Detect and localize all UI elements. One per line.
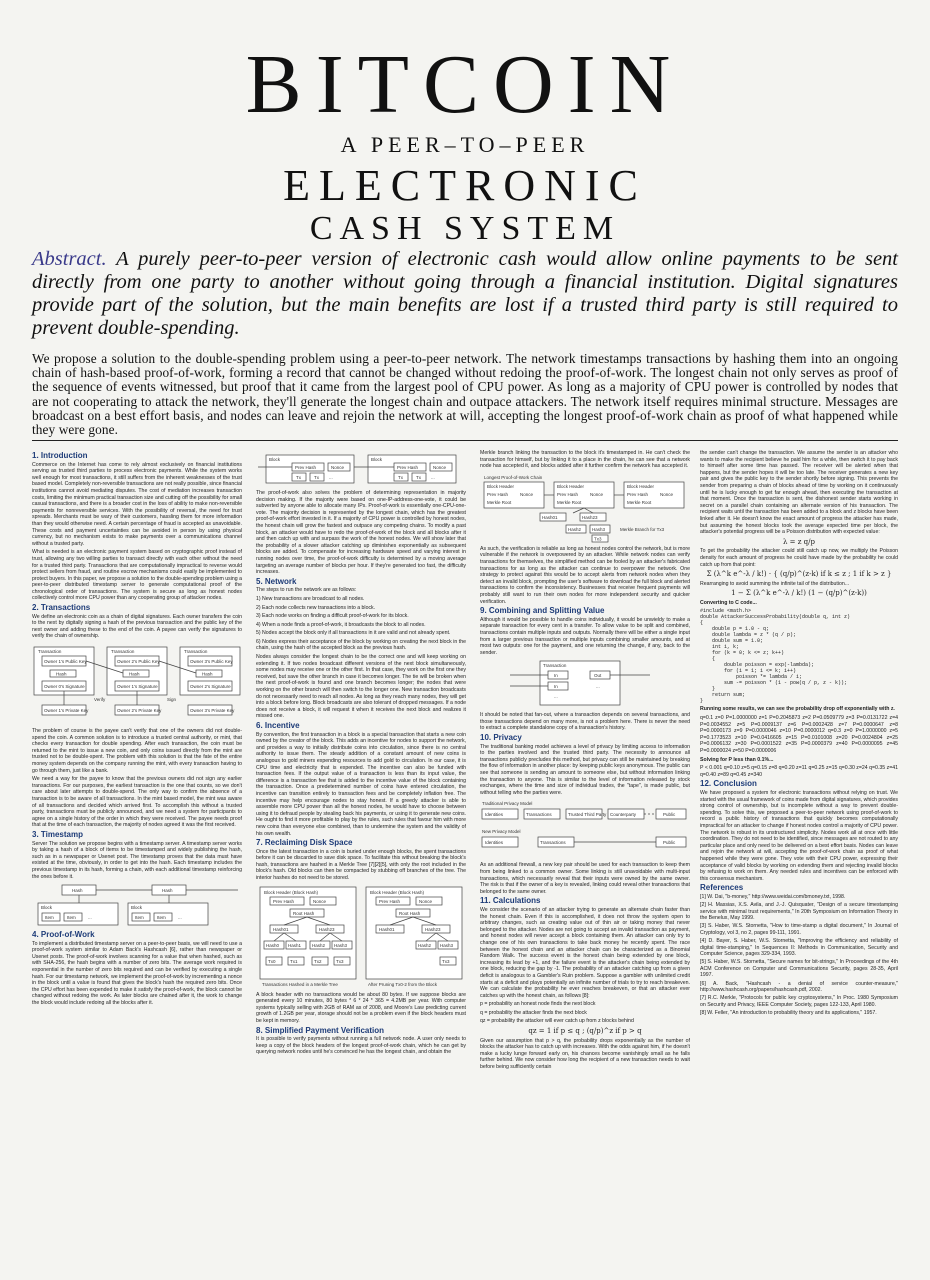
code-block: #include <math.h> double AttackerSuccessProbability(double q, int z) { double p = 1.0 - q; double lambda = z * (q / p); double sum = 1.0; int i, k; for (k = 0; k <= z; k++) { double poisson = exp(-lambda); for (i = 1; i <= k; i++) poisson *= lambda / i; sum -= poisson * (1 - pow(q / p, z - k)); } return sum; } [700, 608, 851, 705]
diagram-label: Prev Hash [295, 465, 317, 470]
paragraph: Once the latest transaction in a coin is buried under enough blocks, the spent transactions before it can be discarded to save disk space. To facilitate this without breaking the block's hash, transactions are hashed in a Merkle Tree [7][2][5], with only the root included in the block's hash. Old blocks can then be compacted by stubbing off branches of the tree. The interior hashes do not need to be stored. [256, 848, 466, 882]
divider [32, 440, 898, 441]
diagram-label: Hash3 [440, 942, 454, 948]
list-item: 4) When a node finds a proof-of-work, it broadcasts the block to all nodes. [256, 621, 426, 628]
diagram-label: ... [178, 915, 182, 921]
diagram-label: ... [554, 694, 558, 700]
diagram-label: Tx0 [268, 958, 276, 964]
reference-item: [6] A. Back, "Hashcash - a denial of service counter-measure," http://www.hashcash.org/papers/hashcash.pdf, 2002. [700, 980, 898, 994]
diagram-label: Prev Hash [557, 491, 579, 497]
diagram-label: Prev Hash [627, 491, 649, 497]
diagram-label: Sign [167, 697, 177, 703]
diagram-label: New Privacy Model [482, 829, 521, 835]
diagram-caption: After Pruning Tx0-2 from the Block [368, 981, 437, 987]
diagram-label: Block Header [557, 483, 585, 489]
abstract-text: A purely peer-to-peer version of electronic cash would allow online payments to be sent directly from one party to another without going through a financial institution. Digital signatures provide part of the solution, but the main benefits are lost if a trusted third party is still required to prevent double-spending. [32, 248, 898, 339]
diagram-label: Nonce [433, 465, 447, 470]
diagram-label: Hash23 [425, 926, 441, 932]
paragraph: We have proposed a system for electronic transactions without relying on trust. We started with the usual framework of coins made from digital signatures, which provides strong control of ownership, but is incomplete without a way to prevent double-spending. To solve this, we proposed a peer-to-peer network using proof-of-work to record a public history of transactions that quickly becomes computationally impractical for an attacker to change if honest nodes control a majority of CPU power. The network is robust in its unstructured simplicity. Nodes work all at once with little coordination. They do not need to be identified, since messages are not routed to any particular place and only need to be delivered on a best effort basis. Nodes can leave and rejoin the network at will, accepting the proof-of-work chain as proof of what happened while they were gone. They vote with their CPU power, expressing their acceptance of valid blocks by working on extending them and rejecting invalid blocks by refusing to work on them. Any needed rules and incentives can be enforced with this consensus mechanism. [700, 790, 898, 882]
diagram-label: Block Header (Block Hash) [264, 889, 319, 895]
diagram-label: Identities [485, 812, 504, 818]
diagram-label: Merkle Root [627, 499, 652, 505]
diagram-label: Owner 3's Private Key [190, 708, 235, 714]
section-heading: 6. Incentive [256, 721, 300, 730]
column-1 [32, 450, 242, 1009]
abstract-lead: Abstract. [32, 248, 107, 270]
diagram-label: ... [431, 475, 435, 480]
diagram-label: Trusted Third Party [568, 812, 607, 818]
reference-item: [2] H. Massias, X.S. Avila, and J.-J. Quisquater, "Design of a secure timestamping service with minimal trust requirements," In 20th Symposium on Information Theory in the Benelux, May 1999. [700, 902, 898, 922]
diagram-label: In [554, 684, 558, 690]
reference-item: [4] D. Bayer, S. Haber, W.S. Stornetta, "Improving the efficiency and reliability of digital time-stamping," In Sequences II: Methods in Communication, Security and Computer Science, pages 329-334, 1993. [700, 937, 898, 958]
diagram-label: Hash3 [334, 942, 348, 948]
formula: qz = 1 if p ≤ q ; (q/p)^z if p > q [528, 1027, 642, 1036]
diagram-label: Verify [94, 697, 106, 703]
diagram-label: Hash2 [568, 526, 582, 532]
list-item: 3) Each node works on finding a difficult proof-of-work for its block. [256, 613, 409, 620]
code-heading: Converting to C code... [700, 599, 757, 606]
reference-item: [1] W. Dai, "b-money," http://www.weidai.com/bmoney.txt, 1998. [700, 893, 846, 900]
diagram-label: Out [594, 673, 602, 679]
diagram-label: Tx1 [290, 958, 298, 964]
diagram-label: Tx3 [594, 536, 602, 542]
summary-paragraph: We propose a solution to the double-spending problem using a peer-to-peer network. The network timestamps transactions by hashing them into an ongoing chain of hash-based proof-of-work, forming a record that cannot be changed without redoing the proof-of-work. The longest chain not only serves as proof of the sequence of events witnessed, but proof that it came from the largest pool of CPU power. As long as a majority of CPU power is controlled by nodes that are not cooperating to attack the network, they'll generate the longest chain and outpace attackers. The network itself requires minimal structure. Messages are broadcast on a best effort basis, and nodes can leave and rejoin the network at will, accepting the longest proof-of-work chain as proof of what happened while they were gone. [32, 351, 898, 438]
paragraph: Although it would be possible to handle coins individually, it would be unwieldy to make a separate transaction for every cent in a transfer. To allow value to be split and combined, transactions contain multiple inputs and outputs. Normally there will be either a single input from a larger previous transaction or multiple inputs combining smaller amounts, and at most two outputs: one for the payment, and one returning the change, if any, back to the sender. [480, 616, 690, 656]
diagram-label: Transactions [540, 840, 566, 846]
diagram-label: Hash01 [542, 514, 558, 520]
in-box [548, 682, 568, 690]
section-heading: 5. Network [256, 576, 297, 586]
diagram-label: Owner 1's Public Key [44, 659, 87, 665]
paragraph: A block header with no transactions would be about 80 bytes. If we suppose blocks are generated every 10 minutes, 80 bytes * 6 * 24 * 365 = 4.2MB per year. With computer systems typically selling with 2GB of RAM as of 2008, and Moore's Law predicting current growth of 1.2GB per year, storage should not be a problem even if the block headers must be kept in memory. [256, 991, 466, 1025]
diagram-label: Identities [485, 840, 504, 846]
proof-of-work-diagram [256, 453, 466, 487]
diagram-label: Hash [129, 671, 140, 677]
paragraph: As such, the verification is reliable as long as honest nodes control the network, but is more vulnerable if the network is overpowered by an attacker. While network nodes can verify transactions for themselves, the simplified method can be fooled by an attacker's fabricated transactions for as long as the attacker can continue to overpower the network. One strategy to protect against this would be to accept alerts from network nodes when they detect an invalid block, prompting the user's software to download the full block and alerted transactions to confirm the inconsistency. Businesses that receive frequent payments will probably still want to run their own nodes for more independent security and quicker verification. [480, 545, 690, 605]
diagram-label: Hash23 [319, 926, 335, 932]
diagram-label: Block Header [487, 483, 515, 489]
diagram-label: Hash2 [312, 942, 326, 948]
timestamp-diagram [32, 883, 242, 929]
diagram-label: Hash [202, 671, 213, 677]
diagram-label: ... [596, 684, 600, 690]
diagram-label: Transaction [543, 663, 567, 669]
reference-item: [3] S. Haber, W.S. Stornetta, "How to time-stamp a digital document," In Journal of Cryptology, vol 3, no 2, pages 99-111, 1991. [700, 923, 898, 936]
section-heading: 11. Calculations [480, 896, 541, 906]
paragraph: the sender can't change the transaction. We assume the sender is an attacker who wants to make the recipient believe he paid him for a while, then switch it to pay back to himself after some time has passed. The receiver will be alerted when that happens, but the sender hopes it will be too late. The receiver generates a new key pair and gives the public key to the sender shortly before signing. This prevents the sender from preparing a chain of blocks ahead of time by working on it continuously until he is lucky enough to get far enough ahead, then executing the transaction at that moment. Once the transaction is sent, the dishonest sender starts working in secret on a parallel chain containing an alternate version of his transaction. The recipient waits until the transaction has been added to a block and z blocks have been linked after it. He doesn't know the exact amount of progress the attacker has made, but assuming the honest blocks took the average expected time per block, the attacker's potential progress will be a Poisson distribution with expected value: [700, 450, 898, 536]
section-heading: 4. Proof-of-Work [32, 930, 95, 940]
section-heading: 10. Privacy [480, 733, 522, 743]
combining-diagram [480, 659, 690, 709]
diagram-label: Hash01 [273, 926, 289, 932]
diagram-label: Item [67, 915, 76, 921]
diagram-label: Hash2 [418, 942, 432, 948]
diagram-label: Nonce [419, 898, 433, 904]
paragraph: We consider the scenario of an attacker trying to generate an alternate chain faster than the honest chain. Even if this is accomplished, it does not throw the system open to arbitrary changes, such as creating value out of thin air or taking money that never belonged to the attacker. Nodes are not going to accept an invalid transaction as payment, and honest nodes will never accept a block containing them. An attacker can only try to change one of his own transactions to take back money he recently spent. The race between the honest chain and an attacker chain can be characterized as a Binomial Random Walk. The success event is the honest chain being extended by one block, increasing its lead by +1, and the failure event is the attacker's chain being extended by one block, reducing the gap by -1. The probability of an attacker catching up from a given deficit is analogous to a Gambler's Ruin problem. Suppose a gambler with unlimited credit starts at a deficit and plays potentially an infinite number of trials to try to reach breakeven. We can calculate the probability he ever reaches breakeven, or that an attacker ever catches up with the honest chain, as follows [8]: [480, 906, 690, 999]
paragraph: It should be noted that fan-out, where a transaction depends on several transactions, and those transactions depend on many more, is not a problem here. There is never the need to extract a complete standalone copy of a transaction's history. [480, 712, 690, 732]
diagram-label: Owner 1's Signature [117, 684, 158, 690]
diagram-label: Nonce [331, 465, 345, 470]
diagram-label: Tx2 [314, 958, 322, 964]
diagram-label: Traditional Privacy Model [482, 801, 533, 807]
diagram-label: Hash23 [582, 514, 598, 520]
paragraph: Server The solution we propose begins with a timestamp server. A timestamp server works by taking a hash of a block of items to be timestamped and widely publishing the hash, such as in a newspaper or Usenet post. The timestamp proves that the data must have existed at the time, obviously, in order to get into the hash. Each timestamp includes the previous timestamp in its hash, forming a chain, with each additional timestamp reinforcing the ones before it. [32, 840, 242, 880]
diagram-label: Prev Hash [397, 465, 419, 470]
section-heading: 3. Timestamp [32, 829, 83, 839]
paragraph: The proof-of-work also solves the problem of determining representation in majority decision making. If the majority were based on one-IP-address-one-vote, it could be subverted by anyone able to allocate many IPs. Proof-of-work is essentially one-CPU-one-vote. The majority decision is represented by the longest chain, which has the greatest proof-of-work effort invested in it. If a majority of CPU power is controlled by honest nodes, the honest chain will grow the fastest and outpace any competing chains. To modify a past block, an attacker would have to redo the proof-of-work of the block and all blocks after it and then catch up with and surpass the work of the honest nodes. We will show later that the probability of a slower attacker catching up diminishes exponentially as subsequent blocks are added. To compensate for increasing hardware speed and varying interest in running nodes over time, the proof-of-work difficulty is determined by a moving average targeting an average number of blocks per hour. If they're generated too fast, the difficulty increases. [256, 490, 466, 576]
formula: λ = z q/p [783, 537, 815, 546]
diagram-label: Tx [398, 475, 403, 480]
reference-item: [8] W. Feller, "An introduction to probability theory and its applications," 1957. [700, 1009, 877, 1016]
diagram-label: Public [663, 812, 676, 818]
diagram-label: Prev Hash [379, 898, 401, 904]
diagram-label: Prev Hash [273, 898, 295, 904]
list-item: 5) Nodes accept the block only if all transactions in it are valid and not already spent. [256, 630, 451, 637]
spv-diagram [480, 473, 690, 543]
diagram-label: ... [88, 915, 92, 921]
diagram-label: Owner 2's Public Key [117, 659, 160, 665]
diagram-label: Nonce [520, 491, 534, 497]
diagram-label: Hash01 [379, 926, 395, 932]
references [700, 885, 898, 1016]
results-table: q=0.1 z=0 P=1.0000000 z=1 P=0.2045873 z=2 P=0.0509779 z=3 P=0.0131722 z=4 P=0.0034552 z=5 P=0.0009137 z=6 P=0.0002428 z=7 P=0.0000647 z=8 P=0.0000173 z=9 P=0.0000046 z=10 P=0.0000012 q=0.3 z=0 P=1.0000000 z=5 P=0.1773523 z=10 P=0.0416605 z=15 P=0.0101008 z=20 P=0.0024804 z=25 P=0.0006132 z=30 P=0.0001522 z=35 P=0.0000379 z=40 P=0.0000095 z=45 P=0.0000024 z=50 P=0.0000006 [700, 715, 898, 755]
diagram-label: Tx3 [336, 958, 344, 964]
diagram-label: Item [135, 915, 144, 921]
diagram-label: Item [45, 915, 54, 921]
abstract [32, 248, 898, 340]
definition: q = probability the attacker finds the next block [480, 1009, 587, 1016]
diagram-label: Owner 0's Signature [44, 684, 85, 690]
merkle-tree-diagram [256, 885, 466, 989]
diagram-label: In [554, 673, 558, 679]
diagram-label: Longest Proof-of-Work Chain [484, 474, 543, 480]
section-heading: 2. Transactions [32, 603, 91, 613]
paragraph: It is possible to verify payments without running a full network node. A user only needs to keep a copy of the block headers of the longest proof-of-work chain, which he can get by querying network nodes until he's convinced he has the longest chain, and obtain the [256, 1036, 466, 1056]
formula: Σ (λ^k e^-λ / k!) · { (q/p)^(z-k) if k ≤ z ; 1 if k > z } [706, 570, 892, 579]
diagram-label: Tx [314, 475, 319, 480]
solving-heading: Solving for P less than 0.1%... [700, 756, 774, 763]
column-4 [700, 450, 898, 1018]
paragraph: We define an electronic coin as a chain of digital signatures. Each owner transfers the coin to the next by digitally signing a hash of the previous transaction and the public key of the next owner and adding these to the end of the coin. A payee can verify the signatures to verify the chain of ownership. [32, 613, 242, 640]
column-2 [256, 450, 466, 1058]
diagram-label: Merkle Root [557, 499, 582, 505]
diagram-label: Counterparty [610, 812, 637, 818]
transactions-diagram [32, 643, 242, 725]
diagram-label: Nonce [590, 491, 604, 497]
diagram-label: Transaction [38, 649, 62, 655]
diagram-label: Root Hash [293, 910, 315, 916]
paragraph: What is needed is an electronic payment system based on cryptographic proof instead of trust, allowing any two willing parties to transact directly with each other without the need for a trusted third party. Transactions that are computationally impractical to reverse would protect sellers from fraud, and routine escrow mechanisms could easily be implemented to protect buyers. In this paper, we propose a solution to the double-spending problem using a peer-to-peer distributed timestamp server to generate computational proof of the chronological order of transactions. The system is secure as long as honest nodes collectively control more CPU power than any cooperating group of attacker nodes. [32, 549, 242, 602]
diagram-label: Prev Hash [487, 491, 509, 497]
poster-subtitle-3: CASH SYSTEM [309, 210, 621, 247]
diagram-caption: Transactions Hashed in a Merkle Tree [262, 981, 338, 987]
diagram-label: Nonce [313, 898, 327, 904]
diagram-label: Item [157, 915, 166, 921]
paragraph: Given our assumption that p > q, the probability drops exponentially as the number of blocks the attacker has to catch up with increases. With the odds against him, if he doesn't make a lucky lunge forward early on, his chances become vanishingly small as he falls further behind. We now consider how long the recipient of a new transaction needs to wait before being sufficiently certain [480, 1037, 690, 1071]
diagram-label: Block [269, 457, 281, 462]
diagram-label: Tx [296, 475, 301, 480]
section-heading: 7. Reclaiming Disk Space [256, 838, 353, 848]
diagram-label: Owner 1's Private Key [44, 708, 89, 714]
formula: 1 − Σ (λ^k e^-λ / k!) (1 − (q/p)^(z-k)) [731, 589, 867, 598]
paragraph: The traditional banking model achieves a level of privacy by limiting access to information to the parties involved and the trusted third party. The necessity to announce all transactions publicly precludes this method, but privacy can still be maintained by breaking the flow of information in another place: by keeping public keys anonymous. The public can see that someone is sending an amount to someone else, but without information linking the transaction to anyone. This is similar to the level of information released by stock exchanges, where the time and size of individual trades, the "tape", is made public, but without telling who the parties were. [480, 743, 690, 796]
diagram-label: Hash3 [592, 526, 606, 532]
column-3 [480, 450, 690, 1073]
diagram-label: Transaction [111, 649, 135, 655]
paragraph: As an additional firewall, a new key pair should be used for each transaction to keep them from being linked to a common owner. Some linking is still unavoidable with multi-input transactions, which necessarily reveal that their inputs were owned by the same owner. The risk is that if the owner of a key is revealed, linking could reveal other transactions that belonged to the same owner. [480, 862, 690, 895]
in-box [548, 671, 568, 679]
diagram-label: Tx3 [442, 958, 450, 964]
diagram-label: Public [663, 840, 676, 846]
diagram-label: Transaction [184, 649, 208, 655]
diagram-label: Hash0 [266, 942, 280, 948]
diagram-label: Owner 2's Private Key [117, 708, 162, 714]
definition: qz = probability the attacker will ever catch up from z blocks behind [480, 1018, 634, 1025]
solving-table: P < 0.001 q=0.10 z=5 q=0.15 z=8 q=0.20 z=11 q=0.25 z=15 q=0.30 z=24 q=0.35 z=41 q=0.40 z=89 q=0.45 z=340 [700, 765, 898, 778]
diagram-label: Nonce [660, 491, 674, 497]
diagram-label: Merkle Root [487, 499, 512, 505]
diagram-label: ... [329, 475, 333, 480]
diagram-label: Block [41, 905, 53, 911]
privacy-diagram [480, 799, 690, 859]
paragraph: The problem of course is the payee can't verify that one of the owners did not double-spend the coin. A common solution is to introduce a trusted central authority, or mint, that checks every transaction for double spending. After each transaction, the coin must be returned to the mint to issue a new coin, and only coins issued directly from the mint are trusted not to be double-spent. The problem with this solution is that the fate of the entire money system depends on the company running the mint, with every transaction having to go through them, just like a bank. [32, 728, 242, 774]
results-heading: Running some results, we can see the probability drop off exponentially with z. [700, 706, 895, 713]
diagram-label: Block [371, 457, 383, 462]
diagram-label: Hash [72, 888, 83, 894]
reference-item: [5] S. Haber, W.S. Stornetta, "Secure names for bit-strings," In Proceedings of the 4th ACM Conference on Computer and Communications Security, pages 28-35, April 1997. [700, 959, 898, 979]
section-heading: 8. Simplified Payment Verification [256, 1025, 385, 1035]
diagram-label: Owner 3's Public Key [190, 659, 233, 665]
diagram-label: Root Hash [399, 910, 421, 916]
poster-title: BITCOIN [245, 38, 685, 131]
list-item: 1) New transactions are broadcast to all nodes. [256, 595, 365, 602]
section-heading: 12. Conclusion [700, 779, 757, 789]
diagram-label: Hash [162, 888, 173, 894]
paragraph: The steps to run the network are as follows: [256, 587, 357, 594]
paragraph: To implement a distributed timestamp server on a peer-to-peer basis, we will need to use a proof-of-work system similar to Adam Back's Hashcash [6], rather than newspaper or Usenet posts. The proof-of-work involves scanning for a value that when hashed, such as with SHA-256, the hash begins with a number of zero bits. The average work required is exponential in the number of zero bits required and can be verified by executing a single hash. For our timestamp network, we implement the proof-of-work by incrementing a nonce in the block until a value is found that gives the block's hash the required zero bits. Once the CPU effort has been expended to make it satisfy the proof-of-work, the block cannot be changed without redoing the work. As later blocks are chained after it, the work to change the block would include redoing all the blocks after it. [32, 940, 242, 1007]
diagram-label: Hash [56, 671, 67, 677]
list-item: 2) Each node collects new transactions into a block. [256, 604, 376, 611]
diagram-label: Block Header (Block Hash) [370, 889, 425, 895]
paragraph: Rearranging to avoid summing the infinite tail of the distribution... [700, 580, 850, 587]
paragraph: Merkle branch linking the transaction to the block it's timestamped in. He can't check the transaction for himself, but by linking it to a place in the chain, he can see that a network node has accepted it, and blocks added after it further confirm the network has accepted it. [480, 450, 690, 470]
section-heading: References [700, 883, 744, 893]
poster-subtitle-2: ELECTRONIC [283, 161, 647, 210]
reference-item: [7] R.C. Merkle, "Protocols for public key cryptosystems," In Proc. 1980 Symposium on Security and Privacy, IEEE Computer Society, pages 122-133, April 1980. [700, 995, 898, 1008]
diagram-label: Tx [416, 475, 421, 480]
diagram-label: Transactions [526, 812, 552, 818]
section-heading: 1. Introduction [32, 451, 88, 460]
list-item: 6) Nodes express their acceptance of the block by working on creating the next block in the chain, using the hash of the accepted block as the previous hash. [256, 638, 466, 652]
diagram-label: Merkle Branch for Tx3 [620, 526, 665, 532]
diagram-label: Owner 2's Signature [190, 684, 231, 690]
diagram-label: Block [131, 905, 143, 911]
diagram-label: Block Header [627, 483, 655, 489]
paragraph: Commerce on the Internet has come to rely almost exclusively on financial institutions serving as trusted third parties to process electronic payments. While the system works well enough for most transactions, it still suffers from the inherent weaknesses of the trust based model. Completely non-reversible transactions are not really possible, since financial institutions cannot avoid mediating disputes. The cost of mediation increases transaction costs, limiting the minimum practical transaction size and cutting off the possibility for small casual transactions, and there is a broader cost in the loss of ability to make non-reversible payments for nonreversible services. With the possibility of reversal, the need for trust spreads. Merchants must be wary of their customers, hassling them for more information than they would otherwise need. A certain percentage of fraud is accepted as unavoidable. These costs and payment uncertainties can be avoided in person by using physical currency, but no mechanism exists to make payments over a communications channel without a trusted party. [32, 461, 242, 547]
paragraph: To get the probability the attacker could still catch up now, we multiply the Poisson density for each amount of progress he could have made by the probability he could catch up from that point: [700, 548, 898, 568]
section-heading: 9. Combining and Splitting Value [480, 606, 605, 616]
paragraph: Nodes always consider the longest chain to be the correct one and will keep working on extending it. If two nodes broadcast different versions of the next block simultaneously, some nodes may receive one or the other first. In that case, they work on the first one they received, but save the other branch in case it becomes longer. The tie will be broken when the next proof-of-work is found and one branch becomes longer; the nodes that were working on the other branch will then switch to the longer one. New transaction broadcasts do not necessarily need to reach all nodes. As long as they reach many nodes, they will get into a block before long. Block broadcasts are also tolerant of dropped messages. If a node does not receive a block, it will request it when it receives the next block and realizes it missed one. [256, 654, 466, 720]
paragraph: By convention, the first transaction in a block is a special transaction that starts a new coin owned by the creator of the block. This adds an incentive for nodes to support the network, and provides a way to initially distribute coins into circulation, since there is no central authority to issue them. The steady addition of a constant amount of new coins is analogous to gold miners expending resources to add gold to circulation. In our case, it is CPU time and electricity that is expended. The incentive can also be funded with transaction fees. If the output value of a transaction is less than its input value, the difference is a transaction fee that is added to the incentive value of the block containing the transaction. Once a predetermined number of coins have entered circulation, the incentive can transition entirely to transaction fees and be completely inflation free. The incentive may help encourage nodes to stay honest. If a greedy attacker is able to assemble more CPU power than all the honest nodes, he would have to choose between using it to defraud people by stealing back his payments, or using it to generate new coins. He ought to find it more profitable to play by the rules, such rules that favour him with more new coins than everyone else combined, than to undermine the system and the validity of his own wealth. [256, 731, 466, 837]
paragraph: We need a way for the payee to know that the previous owners did not sign any earlier transactions. For our purposes, the earliest transaction is the one that counts, so we don't care about later attempts to double-spend. The only way to confirm the absence of a transaction is to be aware of all transactions. In the mint based model, the mint was aware of all transactions and decided which arrived first. To accomplish this without a trusted party, transactions must be publicly announced, and we need a system for participants to agree on a single history of the order in which they were received. The payee needs proof that at the time of each transaction, the majority of nodes agreed it was the first received. [32, 776, 242, 829]
diagram-label: Hash1 [288, 942, 302, 948]
poster-subtitle-1: A PEER–TO–PEER [340, 132, 590, 157]
definition: p = probability an honest node finds the next block [480, 1001, 596, 1008]
